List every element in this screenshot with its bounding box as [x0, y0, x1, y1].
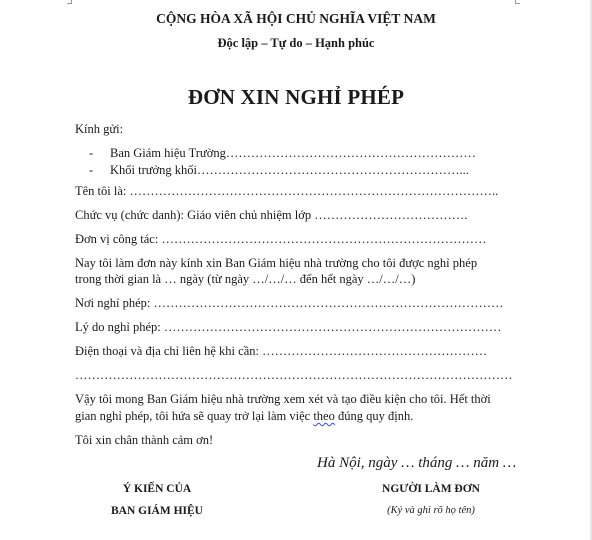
closing-line1: Vậy tôi mong Ban Giám hiệu nhà trường xem xét và tạo điều kiện cho tôi. Hết thời [75, 392, 491, 406]
spellcheck-flagged-word[interactable]: theo [313, 409, 335, 423]
recipient-item: Ban Giám hiệu Trường…………………………………………………… [110, 146, 476, 160]
closing-line2-end: đúng quy định. [334, 409, 414, 423]
closing-line2-start: gian nghỉ phép, tôi hứa sẽ quay trở lại làm việc [75, 409, 314, 423]
recipient-label: Kính gửi: [75, 122, 124, 136]
margin-crop-mark [67, 3, 72, 4]
date-line: Hà Nội, ngày … tháng … năm … [317, 455, 517, 471]
applicant-signature-note: (Ký và ghi rõ họ tên) [387, 505, 475, 516]
position-field: Chức vụ (chức danh): Giáo viên chủ nhiệm lớp ………………………………. [75, 208, 468, 222]
national-motto: Độc lập – Tự do – Hạnh phúc [217, 36, 375, 50]
applicant-heading: NGƯỜI LÀM ĐƠN [382, 483, 480, 495]
unit-field: Đơn vị công tác: …………………………………………………………………… [75, 232, 487, 246]
thanks-line: Tôi xin chân thành cảm ơn! [75, 433, 214, 447]
reason-field: Lý do nghỉ phép: ……………………………………………………………………… [75, 320, 502, 334]
approval-heading-line1: Ý KIẾN CỦA [122, 483, 192, 495]
place-field: Nơi nghỉ phép: ………………………………………………………………………… [75, 296, 504, 310]
name-field: Tên tôi là: …………………………………………………………………………….. [75, 184, 499, 198]
contact-continuation: …………………………………………………………………………………………… [75, 368, 513, 382]
request-text-line1: Nay tôi làm đơn này kính xin Ban Giám hiệu nhà trường cho tôi được nghỉ phép [75, 256, 478, 270]
margin-crop-mark [515, 3, 520, 4]
bullet-dash: - [89, 163, 94, 177]
recipient-item: Khối trưởng khối………………………………………………………... [110, 163, 469, 177]
document-title: ĐƠN XIN NGHỈ PHÉP [187, 85, 405, 109]
approval-heading-line2: BAN GIÁM HIỆU [110, 505, 203, 517]
request-text-line2: trong thời gian là … ngày (từ ngày …/…/… đến hết ngày …/…/…) [75, 272, 416, 286]
national-title: CỘNG HÒA XÃ HỘI CHỦ NGHĨA VIỆT NAM [156, 11, 436, 26]
bullet-dash: - [89, 146, 94, 160]
closing-line2 [75, 409, 413, 424]
contact-field: Điện thoại và địa chỉ liên hệ khi cần: ……………………………………………… [75, 344, 488, 358]
